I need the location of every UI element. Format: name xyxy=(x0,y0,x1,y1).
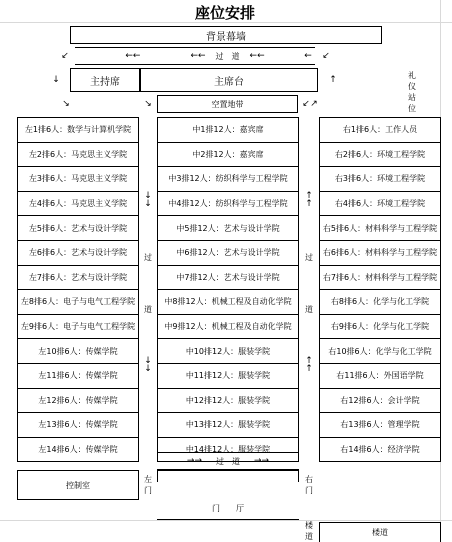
seat-row-label: 中14排12人： xyxy=(185,445,239,455)
seat-row-label: 右3排6人： xyxy=(334,174,378,184)
seat-group-name: 马克思主义学院 xyxy=(71,149,128,159)
right-seat-row xyxy=(319,142,441,168)
seat-row-label: 左14排6人： xyxy=(38,445,86,455)
left-side-aisle-2: 道 xyxy=(144,304,152,314)
seat-row-label: 右14排6人： xyxy=(340,445,388,455)
page-title: 座位安排 xyxy=(194,4,255,22)
right-door: 右 门 xyxy=(305,475,313,495)
right-seat-row xyxy=(319,166,441,192)
seat-row-label: 右8排6人： xyxy=(330,297,374,307)
middle-seat-row xyxy=(157,166,299,192)
backdrop-wall: 背景幕墙 xyxy=(70,26,382,44)
arrow-nw-icon: ↙ xyxy=(322,51,330,61)
arrow-left-icon: ←← xyxy=(190,51,206,61)
seat-group-name: 服装学院 xyxy=(238,346,271,356)
arrow-double-up-icon: ↑ ↑ xyxy=(305,191,313,209)
seat-row-label: 中3排12人： xyxy=(168,174,216,184)
left-seat-row xyxy=(17,388,139,414)
left-side-aisle: 过 xyxy=(144,252,152,262)
seat-row-label: 中11排12人： xyxy=(185,371,239,381)
seat-group-name: 数学与计算机学院 xyxy=(67,125,132,135)
seat-row-label: 中7排12人： xyxy=(176,272,224,282)
seat-row-label: 右11排6人： xyxy=(336,371,384,381)
middle-seat-row xyxy=(157,142,299,168)
corridor-vertical: 楼 道 xyxy=(305,521,313,541)
left-seat-row xyxy=(17,117,139,143)
seat-row-label: 中12排12人： xyxy=(185,395,239,405)
seat-row-label: 左1排6人： xyxy=(24,125,68,135)
seat-row-label: 中1排12人： xyxy=(192,125,240,135)
arrow-double-down-icon: ↓ ↓ xyxy=(144,191,152,209)
middle-seat-row xyxy=(157,412,299,438)
seat-group-name: 传媒学院 xyxy=(85,420,118,430)
arrow-right-icon: →→ xyxy=(186,456,202,466)
middle-seat-row xyxy=(157,388,299,414)
seat-group-name: 电子与电气工程学院 xyxy=(63,322,136,332)
seat-group-name: 纺织科学与工程学院 xyxy=(215,174,288,184)
seat-row-label: 中8排12人： xyxy=(164,297,212,307)
seat-group-name: 艺术与设计学院 xyxy=(223,248,280,258)
middle-seat-row xyxy=(157,338,299,364)
seat-row-label: 中9排12人： xyxy=(164,322,212,332)
seat-group-name: 嘉宾席 xyxy=(239,149,264,159)
seat-group-name: 管理学院 xyxy=(387,420,420,430)
arrow-double-down-icon: ↓ ↓ xyxy=(144,356,152,374)
seat-group-name: 化学与化工学院 xyxy=(373,297,430,307)
seat-group-name: 马克思主义学院 xyxy=(71,199,128,209)
seat-group-name: 机械工程及自动化学院 xyxy=(211,297,292,307)
seat-row-label: 左7排6人： xyxy=(28,272,72,282)
arrow-ne-icon: ↗ xyxy=(310,99,318,109)
corridor: 楼道 xyxy=(319,522,441,542)
left-seat-row xyxy=(17,289,139,315)
right-seat-row xyxy=(319,191,441,217)
arrow-down-icon: ↓ xyxy=(52,75,60,85)
seat-row-label: 右6排6人： xyxy=(322,248,366,258)
right-seat-row xyxy=(319,363,441,389)
left-seat-row xyxy=(17,363,139,389)
seat-row-label: 中13排12人： xyxy=(185,420,239,430)
seat-group-name: 化学与化工学院 xyxy=(375,346,432,356)
seat-row-label: 右4排6人： xyxy=(334,199,378,209)
seat-group-name: 传媒学院 xyxy=(85,346,118,356)
seat-row-label: 右12排6人： xyxy=(340,395,388,405)
left-seat-row xyxy=(17,437,139,463)
gridline xyxy=(0,22,452,23)
seat-group-name: 会计学院 xyxy=(387,395,420,405)
arrow-se-icon: ↘ xyxy=(62,99,70,109)
right-seat-row xyxy=(319,437,441,463)
seat-group-name: 传媒学院 xyxy=(85,445,118,455)
seat-group-name: 艺术与设计学院 xyxy=(71,223,128,233)
middle-seat-row xyxy=(157,117,299,143)
seat-row-label: 左12排6人： xyxy=(38,395,86,405)
middle-seat-row xyxy=(157,240,299,266)
arrow-up-icon: ↑ xyxy=(329,75,337,85)
seat-group-name: 马克思主义学院 xyxy=(71,174,128,184)
seat-group-name: 材料科学与工程学院 xyxy=(365,223,438,233)
left-seat-row xyxy=(17,240,139,266)
seat-group-name: 服装学院 xyxy=(238,395,271,405)
right-seat-row xyxy=(319,265,441,291)
seat-group-name: 经济学院 xyxy=(387,445,420,455)
seat-group-name: 嘉宾席 xyxy=(239,125,264,135)
right-side-aisle: 过 xyxy=(305,252,313,262)
seat-group-name: 服装学院 xyxy=(238,445,271,455)
seat-row-label: 左10排6人： xyxy=(38,346,86,356)
arrow-sw-icon: ↙ xyxy=(61,51,69,61)
seat-group-name: 环境工程学院 xyxy=(377,149,426,159)
aisle-label: 过 道 xyxy=(215,51,240,61)
middle-seat-row xyxy=(157,314,299,340)
seat-group-name: 环境工程学院 xyxy=(377,174,426,184)
middle-seat-row xyxy=(157,191,299,217)
seat-row-label: 中10排12人： xyxy=(185,346,239,356)
seat-row-label: 右13排6人： xyxy=(340,420,388,430)
arrow-left-icon: ←← xyxy=(125,51,141,61)
seat-row-label: 左2排6人： xyxy=(28,149,72,159)
top-aisle xyxy=(75,47,315,65)
seat-group-name: 环境工程学院 xyxy=(377,199,426,209)
right-seat-block xyxy=(319,117,441,462)
bottom-aisle xyxy=(157,452,299,470)
seat-row-label: 左4排6人： xyxy=(28,199,72,209)
seat-group-name: 电子与电气工程学院 xyxy=(63,297,136,307)
seat-row-label: 左9排6人： xyxy=(20,322,64,332)
seat-group-name: 工作人员 xyxy=(385,125,418,135)
seat-group-name: 材料科学与工程学院 xyxy=(365,272,438,282)
spotlight-zone: 空置地带 xyxy=(157,95,298,113)
left-seat-block xyxy=(17,117,139,462)
seat-row-label: 中6排12人： xyxy=(176,248,224,258)
aisle-label-bottom: 过 道 xyxy=(216,456,240,466)
seat-row-label: 左5排6人： xyxy=(28,223,72,233)
right-seat-row xyxy=(319,215,441,241)
seat-row-label: 右2排6人： xyxy=(334,149,378,159)
lobby: 门 厅 xyxy=(157,498,299,520)
right-seat-row xyxy=(319,338,441,364)
seat-group-name: 化学与化工学院 xyxy=(373,322,430,332)
right-seat-row xyxy=(319,117,441,143)
left-seat-row xyxy=(17,191,139,217)
middle-seat-row xyxy=(157,289,299,315)
seat-row-label: 左11排6人： xyxy=(38,371,86,381)
etiquette-station: 礼 仪 站 位 xyxy=(408,71,416,113)
seat-group-name: 服装学院 xyxy=(238,420,271,430)
lobby-top-frame xyxy=(157,470,299,482)
right-seat-row xyxy=(319,388,441,414)
seat-row-label: 右9排6人： xyxy=(330,322,374,332)
right-seat-row xyxy=(319,240,441,266)
arrow-double-up-icon: ↑ ↑ xyxy=(305,356,313,374)
seat-group-name: 艺术与设计学院 xyxy=(71,272,128,282)
seat-row-label: 左8排6人： xyxy=(20,297,64,307)
left-seat-row xyxy=(17,412,139,438)
arrow-left-icon: ← xyxy=(304,51,312,61)
seat-group-name: 艺术与设计学院 xyxy=(71,248,128,258)
seat-row-label: 右7排6人： xyxy=(322,272,366,282)
right-seat-row xyxy=(319,412,441,438)
right-side-aisle-2: 道 xyxy=(305,304,313,314)
arrow-se-icon: ↘ xyxy=(144,99,152,109)
left-seat-row xyxy=(17,166,139,192)
control-room: 控制室 xyxy=(17,470,139,500)
left-seat-row xyxy=(17,314,139,340)
arrow-sw-icon: ↙ xyxy=(302,99,310,109)
host-seat: 主持席 xyxy=(70,68,140,92)
seat-group-name: 机械工程及自动化学院 xyxy=(211,322,292,332)
seat-row-label: 右5排6人： xyxy=(322,223,366,233)
middle-seat-row xyxy=(157,363,299,389)
arrow-right-icon: →→ xyxy=(254,456,270,466)
right-seat-row xyxy=(319,289,441,315)
gridline xyxy=(0,520,452,521)
left-seat-row xyxy=(17,265,139,291)
seat-group-name: 传媒学院 xyxy=(85,395,118,405)
seat-group-name: 艺术与设计学院 xyxy=(223,272,280,282)
right-seat-row xyxy=(319,314,441,340)
left-seat-row xyxy=(17,215,139,241)
seat-group-name: 传媒学院 xyxy=(85,371,118,381)
main-stage: 主席台 xyxy=(140,68,318,92)
middle-seat-block xyxy=(157,117,299,462)
seat-group-name: 材料科学与工程学院 xyxy=(365,248,438,258)
seat-group-name: 外国语学院 xyxy=(383,371,424,381)
middle-seat-row xyxy=(157,265,299,291)
seat-row-label: 左3排6人： xyxy=(28,174,72,184)
seat-row-label: 中5排12人： xyxy=(176,223,224,233)
seat-row-label: 右1排6人： xyxy=(342,125,386,135)
seat-group-name: 服装学院 xyxy=(238,371,271,381)
seat-row-label: 中2排12人： xyxy=(192,149,240,159)
middle-seat-row xyxy=(157,215,299,241)
seat-row-label: 左13排6人： xyxy=(38,420,86,430)
seat-group-name: 艺术与设计学院 xyxy=(223,223,280,233)
seat-row-label: 左6排6人： xyxy=(28,248,72,258)
left-door: 左 门 xyxy=(144,475,152,495)
arrow-left-icon: ←← xyxy=(249,51,265,61)
left-seat-row xyxy=(17,338,139,364)
left-seat-row xyxy=(17,142,139,168)
seat-row-label: 右10排6人： xyxy=(328,346,376,356)
seat-group-name: 纺织科学与工程学院 xyxy=(215,199,288,209)
seat-row-label: 中4排12人： xyxy=(168,199,216,209)
